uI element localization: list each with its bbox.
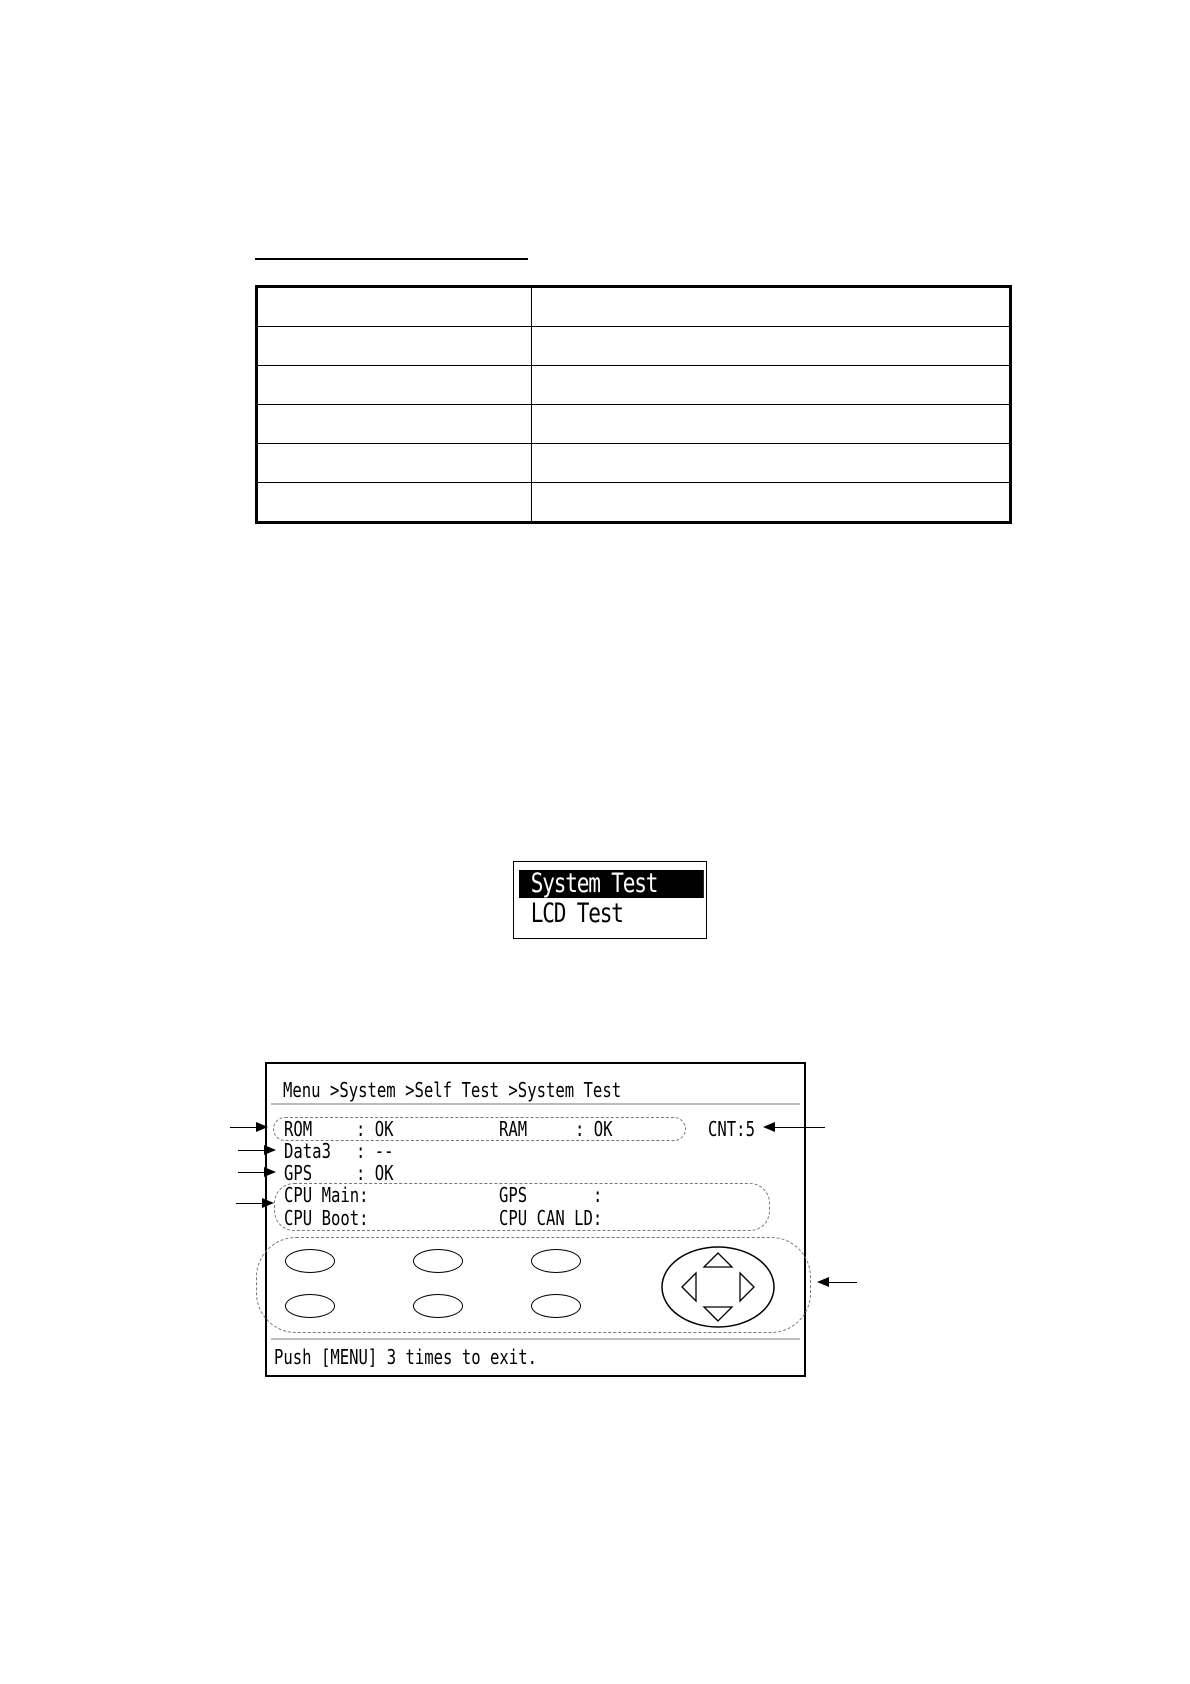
table-row — [257, 366, 1011, 405]
spec-table — [255, 285, 1012, 524]
key-indicator — [285, 1294, 335, 1318]
key-indicator — [285, 1249, 335, 1273]
callout-arrow-data3 — [238, 1150, 274, 1151]
system-test-screen — [265, 1062, 806, 1377]
key-indicator — [531, 1294, 581, 1318]
callout-arrow-memory — [230, 1127, 266, 1128]
rom-value: : OK — [356, 1117, 394, 1141]
gps-label: GPS — [284, 1161, 313, 1185]
menu-item-lcd-test[interactable]: LCD Test — [530, 898, 623, 929]
heading-rule — [255, 258, 528, 260]
callout-arrow-gps — [238, 1172, 274, 1173]
data3-value: : -- — [356, 1139, 394, 1163]
menu-item-system-test[interactable]: System Test — [519, 870, 704, 898]
callout-arrow-cpu — [236, 1203, 272, 1204]
table-cell — [257, 483, 532, 523]
cpu-boot-label: CPU Boot: — [284, 1206, 369, 1230]
cpu-main-label: CPU Main: — [284, 1183, 369, 1207]
cnt-counter: CNT:5 — [708, 1117, 755, 1141]
table-row — [257, 405, 1011, 444]
table-row — [257, 327, 1011, 366]
header-divider — [271, 1103, 800, 1105]
cpu-can-ld-label: CPU CAN LD: — [499, 1206, 603, 1230]
table-cell — [532, 444, 1011, 483]
callout-arrow-keys — [819, 1282, 857, 1283]
footer-divider — [271, 1338, 800, 1340]
data3-label: Data3 — [284, 1139, 331, 1163]
table-row — [257, 287, 1011, 327]
table-cell — [257, 287, 532, 327]
gps-version-value: : — [593, 1183, 603, 1207]
breadcrumb: Menu >System >Self Test >System Test — [283, 1078, 622, 1102]
table-row — [257, 483, 1011, 523]
table-cell — [257, 327, 532, 366]
gps-value: : OK — [356, 1161, 394, 1185]
rom-label: ROM — [284, 1117, 313, 1141]
self-test-menu — [513, 861, 707, 939]
key-indicator — [413, 1249, 463, 1273]
table-cell — [532, 287, 1011, 327]
callout-arrow-cnt — [765, 1127, 825, 1128]
table-row — [257, 444, 1011, 483]
key-indicator — [413, 1294, 463, 1318]
table-cell — [532, 327, 1011, 366]
cursor-pad-icon — [660, 1244, 778, 1330]
memory-test-group — [273, 1117, 686, 1141]
table-cell — [532, 366, 1011, 405]
table-cell — [532, 483, 1011, 523]
table-cell — [532, 405, 1011, 444]
gps-version-label: GPS — [499, 1183, 528, 1207]
table-cell — [257, 444, 532, 483]
key-indicator — [531, 1249, 581, 1273]
table-cell — [257, 405, 532, 444]
table-cell — [257, 366, 532, 405]
ram-label: RAM — [499, 1117, 528, 1141]
exit-instruction: Push [MENU] 3 times to exit. — [274, 1345, 537, 1369]
ram-value: : OK — [575, 1117, 613, 1141]
